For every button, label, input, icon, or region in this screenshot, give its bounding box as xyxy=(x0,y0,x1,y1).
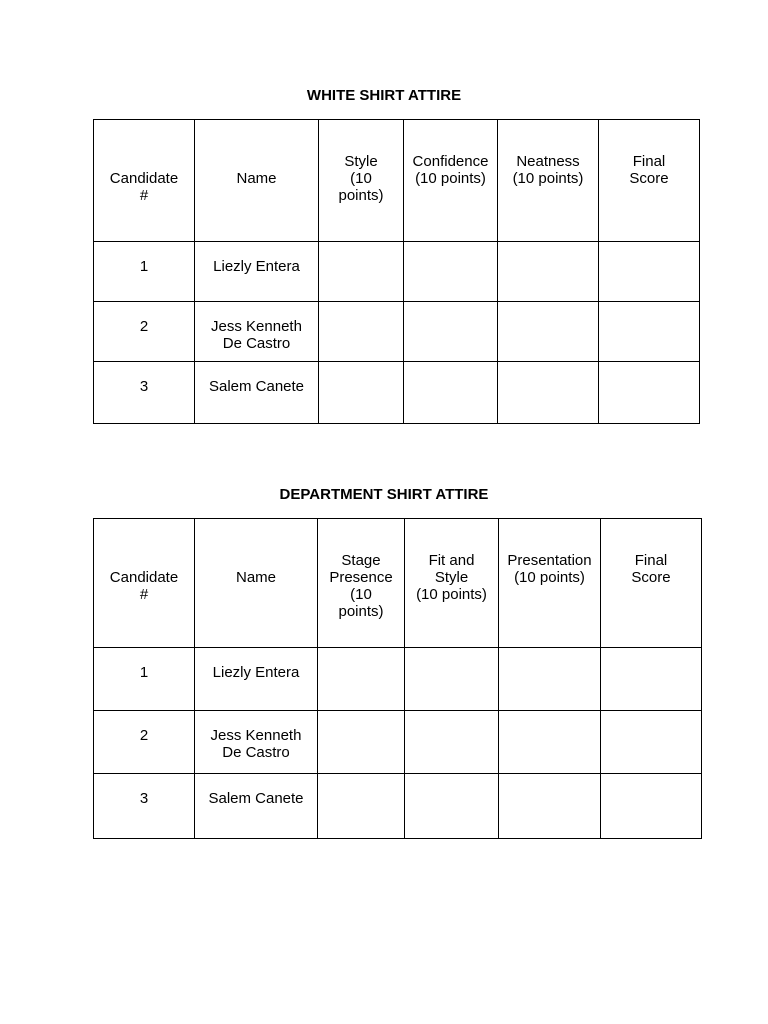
stage-presence-score-cell[interactable] xyxy=(318,648,405,711)
table-header-row xyxy=(94,519,702,648)
section-title-white-shirt: WHITE SHIRT ATTIRE xyxy=(306,87,462,104)
final-score-cell[interactable] xyxy=(601,774,702,839)
candidate-name-cell: Liezly Entera xyxy=(195,648,318,711)
style-score-cell[interactable] xyxy=(319,242,404,302)
confidence-score-cell[interactable] xyxy=(404,302,498,362)
table-row xyxy=(94,242,700,302)
final-score-cell[interactable] xyxy=(599,242,700,302)
presentation-score-cell[interactable] xyxy=(499,711,601,774)
table-row xyxy=(94,302,700,362)
confidence-score-cell[interactable] xyxy=(404,362,498,424)
score-table-department-shirt xyxy=(93,518,702,839)
header-fit-and-style: Fit and Style (10 points) xyxy=(405,519,499,648)
header-neatness: Neatness (10 points) xyxy=(498,120,599,242)
candidate-number-cell: 1 xyxy=(94,648,195,711)
header-candidate-number: Candidate # xyxy=(94,120,195,242)
confidence-score-cell[interactable] xyxy=(404,242,498,302)
header-confidence: Confidence (10 points) xyxy=(404,120,498,242)
table-row xyxy=(94,648,702,711)
section-title-department-shirt: DEPARTMENT SHIRT ATTIRE xyxy=(279,486,489,503)
header-style: Style (10 points) xyxy=(319,120,404,242)
candidate-name-cell: Liezly Entera xyxy=(195,242,319,302)
candidate-name-cell: Salem Canete xyxy=(195,362,319,424)
style-score-cell[interactable] xyxy=(319,362,404,424)
table-row xyxy=(94,711,702,774)
fit-and-style-score-cell[interactable] xyxy=(405,711,499,774)
final-score-cell[interactable] xyxy=(601,711,702,774)
stage-presence-score-cell[interactable] xyxy=(318,774,405,839)
candidate-number-cell: 2 xyxy=(94,711,195,774)
header-candidate-number: Candidate # xyxy=(94,519,195,648)
fit-and-style-score-cell[interactable] xyxy=(405,648,499,711)
candidate-name-cell: Salem Canete xyxy=(195,774,318,839)
score-table-white-shirt xyxy=(93,119,700,424)
header-final-score: Final Score xyxy=(601,519,702,648)
presentation-score-cell[interactable] xyxy=(499,774,601,839)
candidate-number-cell: 1 xyxy=(94,242,195,302)
header-name: Name xyxy=(195,120,319,242)
table-row xyxy=(94,774,702,839)
candidate-name-cell: Jess Kenneth De Castro xyxy=(195,711,318,774)
header-name: Name xyxy=(195,519,318,648)
header-final-score: Final Score xyxy=(599,120,700,242)
final-score-cell[interactable] xyxy=(601,648,702,711)
fit-and-style-score-cell[interactable] xyxy=(405,774,499,839)
candidate-number-cell: 3 xyxy=(94,774,195,839)
style-score-cell[interactable] xyxy=(319,302,404,362)
presentation-score-cell[interactable] xyxy=(499,648,601,711)
stage-presence-score-cell[interactable] xyxy=(318,711,405,774)
candidate-number-cell: 2 xyxy=(94,302,195,362)
final-score-cell[interactable] xyxy=(599,302,700,362)
candidate-name-cell: Jess Kenneth De Castro xyxy=(195,302,319,362)
header-stage-presence: Stage Presence (10 points) xyxy=(318,519,405,648)
candidate-number-cell: 3 xyxy=(94,362,195,424)
final-score-cell[interactable] xyxy=(599,362,700,424)
neatness-score-cell[interactable] xyxy=(498,242,599,302)
header-presentation: Presentation (10 points) xyxy=(499,519,601,648)
neatness-score-cell[interactable] xyxy=(498,362,599,424)
neatness-score-cell[interactable] xyxy=(498,302,599,362)
table-row xyxy=(94,362,700,424)
table-header-row xyxy=(94,120,700,242)
